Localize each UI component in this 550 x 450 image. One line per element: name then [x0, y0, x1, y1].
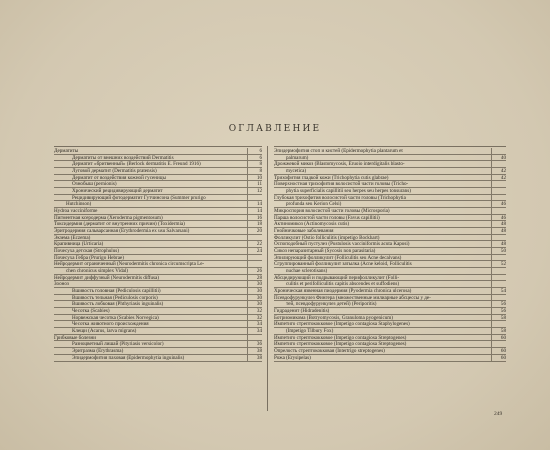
toc-entry: [274, 341, 506, 348]
toc-entry: [54, 221, 262, 228]
toc-entry-title: Микроспория волосистой части головы (Microsporia): [274, 208, 390, 214]
toc-entry-page: 42: [491, 168, 506, 174]
toc-entry-page: 6: [247, 148, 262, 154]
toc-entry-title: chen chronicus simplex Vidal): [66, 268, 128, 274]
toc-entry: [54, 241, 262, 248]
toc-entry-page: [491, 181, 506, 187]
toc-entry-title: Глубокая трихофития волосистой части головы (Trichophytia: [274, 194, 406, 201]
toc-entry-title: Чесотка животного происхождения: [72, 321, 149, 328]
toc-entry: [54, 321, 262, 328]
toc-entry: [274, 181, 506, 188]
toc-entry-title: Абсцедирующий и подрывающий перифолликулит (Folli-: [274, 274, 400, 281]
toc-entry: [274, 275, 506, 282]
toc-entry-title: Экзема (Eczema): [54, 234, 91, 241]
toc-entry-page: [491, 161, 506, 167]
toc-entry-title: (Impetigo Tilbury Fox): [286, 328, 334, 334]
toc-entry-page: 32: [247, 315, 262, 321]
toc-entry: [54, 248, 262, 255]
toc-entry: [274, 168, 506, 175]
toc-entry: [274, 241, 506, 248]
toc-entry-title: Грибковые болезни: [54, 334, 97, 341]
toc-entry-page: [247, 235, 262, 241]
toc-entry-page: 54: [491, 288, 506, 294]
toc-entry-title: Парша волосистой части головы (Favus capillitii): [274, 214, 380, 221]
toc-entry-title: Дерматит от воздействия кожной гусеницы: [72, 174, 166, 181]
toc-entry-page: 6: [247, 155, 262, 161]
toc-entry: [274, 335, 506, 342]
table-top-rule-left: [54, 146, 262, 147]
toc-entry: [274, 148, 506, 155]
toc-entry-page: [491, 295, 506, 301]
toc-entry-title: Эпилирующий фолликулит (Folliculitis seu Acne decalvans): [274, 254, 402, 261]
toc-entry-page: [247, 255, 262, 261]
toc-entry-page: 10: [247, 175, 262, 181]
toc-column-left: [54, 148, 262, 362]
toc-entry: [54, 335, 262, 342]
toc-entry-page: 46: [491, 201, 506, 207]
toc-entry: [54, 195, 262, 202]
toc-entry: [54, 168, 262, 175]
toc-entry: [54, 188, 262, 195]
toc-entry: [274, 201, 506, 208]
toc-entry: [54, 348, 262, 355]
toc-entry-page: 32: [247, 308, 262, 314]
toc-entry: [274, 195, 506, 202]
toc-entry-title: Ботриомикома (Botryomycosis, Granuloma pyogenicum): [274, 314, 393, 321]
toc-entry-title: palmarum): [286, 154, 309, 161]
toc-entry-title: Нейродермит ограниченный (Neurodermitis chronica circumscripta Le-: [54, 261, 205, 268]
toc-entry: [54, 275, 262, 282]
toc-entry-page: 20: [247, 228, 262, 234]
toc-entry: [54, 148, 262, 155]
toc-entry-page: 38: [247, 348, 262, 354]
toc-entry: [274, 281, 506, 288]
toc-entry-title: Эритродермия сальварсанная (Erythrodermia ex usu Salvarsani): [54, 228, 190, 234]
toc-entry-page: 14: [247, 208, 262, 214]
toc-entry: [274, 328, 506, 335]
toc-entry-title: Дерматит «бритвенный» (Berlock dermatitis E. Freund 1916): [72, 161, 201, 168]
toc-entry-title: Дрожжевой микоз (Blastomycosis, Eruoio interdigitalis blasto-: [274, 161, 405, 168]
toc-entry: [54, 181, 262, 188]
toc-entry-title: Оспоподобный пустулез (Pustulosis vacciniformis acuta Kaposi): [274, 241, 410, 248]
toc-entry-page: [491, 281, 506, 287]
toc-entry-title: Эпидермофития паховая (Epidermophytia inguinalis): [72, 354, 185, 361]
toc-entry: [54, 315, 262, 322]
toc-entry: [54, 201, 262, 208]
toc-entry-page: 56: [491, 301, 506, 307]
column-divider: [267, 146, 268, 411]
toc-entry-title: Токсидермия (дерматит от внутренних причин) (Toxidermia): [54, 221, 185, 228]
table-top-rule-right: [274, 146, 506, 147]
toc-entry-page: 8: [247, 161, 262, 167]
toc-entry-title: Почесуха Гебра (Prurigo Hebrae): [54, 254, 124, 261]
toc-entry: [54, 281, 262, 288]
toc-entry-title: Дерматиты от внешних воздействий Dermatitis: [72, 154, 174, 161]
toc-entry-page: [491, 188, 506, 194]
toc-entry-page: [491, 275, 506, 281]
toc-entry-page: 12: [247, 188, 262, 194]
toc-entry-title: Импетиго стрептококковое (Impetigo contagiosa Streptogenes): [274, 334, 407, 341]
toc-entry-page: 38: [247, 355, 262, 361]
toc-entry-title: Импетиго стрептококковое (Impetigo contagiosa Staphylogenes): [274, 321, 410, 328]
toc-entry-title: Вшивость тельная (Pediculosis corporis): [72, 294, 158, 301]
toc-entry-title: Ознобыш (pernionis): [72, 181, 117, 188]
toc-entry-page: 48: [491, 221, 506, 227]
toc-entry-page: 16: [247, 215, 262, 221]
toc-entry-page: [491, 208, 506, 214]
toc-entry-title: Псевдофурункулез Фингера (множественные милиарные абсцессы у де-: [274, 294, 431, 301]
toc-entry: [274, 268, 506, 275]
toc-entry: [54, 301, 262, 308]
toc-entry-title: Трихофития гладкой кожи (Trichophytia cutis glabrae): [274, 174, 389, 181]
toc-entry: [54, 228, 262, 235]
toc-entry-page: 28: [247, 275, 262, 281]
toc-entry-page: 60: [491, 348, 506, 354]
toc-entry-title: Фолликулит (Ostio folliculitis (impetigo Bockhart): [274, 234, 380, 241]
toc-entry-title: Почесуха детская (Strophulus): [54, 248, 119, 254]
toc-entry: [274, 175, 506, 182]
toc-entry-page: 58: [491, 328, 506, 334]
toc-entry: [274, 308, 506, 315]
toc-entry: [274, 208, 506, 215]
toc-entry: [274, 188, 506, 195]
toc-entry-title: Hutchinson): [66, 201, 92, 208]
page-title: ОГЛАВЛЕНИЕ: [228, 124, 322, 134]
toc-entry-page: 52: [491, 261, 506, 267]
toc-entry-page: 50: [491, 248, 506, 254]
toc-entry: [274, 348, 506, 355]
toc-entry-page: [491, 195, 506, 201]
toc-entry: [274, 315, 506, 322]
toc-entry-page: 48: [491, 241, 506, 247]
toc-entry-title: тей, псевдофурункулез детей) (Periporitis): [286, 301, 377, 308]
toc-entry: [54, 208, 262, 215]
toc-entry-title: nuchae sclerotisans): [286, 268, 328, 274]
toc-entry: [274, 355, 506, 362]
toc-entry: [274, 221, 506, 228]
toc-entry: [54, 235, 262, 242]
toc-entry-page: 11: [247, 181, 262, 187]
toc-entry-page: 18: [247, 221, 262, 227]
toc-entry-title: Крапивница (Urticaria): [54, 241, 104, 248]
toc-entry-title: Рецидивирующий фотодерматит Гутчинсона (Summer prurigo: [72, 194, 206, 201]
toc-entry: [54, 355, 262, 362]
toc-entry: [54, 308, 262, 315]
toc-entry: [54, 161, 262, 168]
page-number: 249: [494, 411, 503, 417]
toc-entry-title: Сгруппированный фолликулит затылка (Acne keloid, Folliculitis: [274, 261, 412, 268]
toc-entry-title: Разноцветный лишай (Pityriasis versicolor): [72, 341, 164, 348]
toc-entry-page: [247, 261, 262, 267]
toc-entry-title: Опрелость стрептококковая (Intertrigo streptogenes): [274, 348, 385, 354]
toc-entry-title: Поверхностная трихофития волосистой части головы (Tricho-: [274, 181, 409, 188]
toc-entry: [274, 261, 506, 268]
toc-entry: [54, 268, 262, 275]
toc-column-right: [274, 148, 506, 362]
toc-entry: [274, 228, 506, 235]
toc-entry-title: Клещи (Acarus, larva migrans): [72, 328, 137, 334]
toc-entry-title: culitis et perifolliculitis capitis abscendes et suffodiens): [286, 281, 400, 288]
toc-entry-page: 58: [491, 315, 506, 321]
toc-entry-title: Зооноз: [54, 281, 69, 288]
toc-entry-title: Дерматиты: [54, 148, 79, 154]
toc-entry: [54, 175, 262, 182]
toc-entry-page: 8: [247, 168, 262, 174]
toc-entry: [54, 261, 262, 268]
toc-entry: [274, 161, 506, 168]
toc-entry-title: Хроническая язвенная пиодермия (Pyodermia chronica ulcerosa): [274, 288, 412, 294]
toc-entry: [274, 301, 506, 308]
toc-entry-page: [491, 268, 506, 274]
toc-entry: [274, 235, 506, 242]
toc-entry-title: Луговой дерматит (Dermatitis pratensis): [72, 168, 157, 174]
toc-entry-page: [491, 235, 506, 241]
toc-entry-page: 60: [491, 335, 506, 341]
toc-entry-page: 34: [247, 328, 262, 334]
toc-entry: [274, 248, 506, 255]
toc-entry-title: Пигментная ксеродерма (Xeroderma pigmentosum): [54, 214, 163, 221]
toc-entry-title: Рожа (Erysipelas): [274, 354, 311, 361]
toc-entry-page: [491, 341, 506, 347]
toc-entry: [274, 288, 506, 295]
toc-entry: [274, 215, 506, 222]
toc-entry-title: Вшивость лобковая (Phthyriasis inguinalis): [72, 301, 164, 308]
toc-entry-page: 48: [491, 228, 506, 234]
toc-entry: [54, 255, 262, 262]
toc-entry-page: 22: [247, 241, 262, 247]
toc-entry-title: Эпидермофития стоп и кистей (Epidermophytia plantarum et: [274, 148, 403, 154]
toc-entry-page: 14: [247, 201, 262, 207]
toc-entry-page: 46: [491, 215, 506, 221]
toc-entry-page: 60: [491, 355, 506, 361]
toc-entry-page: 30: [247, 301, 262, 307]
toc-entry-title: mycetica): [286, 168, 307, 174]
toc-entry-title: Норвежская чесотка (Scabies Norvegica): [72, 314, 159, 321]
toc-entry-page: 34: [247, 321, 262, 327]
toc-entry: [54, 328, 262, 335]
toc-entry-page: 36: [247, 341, 262, 347]
toc-entry-page: 56: [491, 308, 506, 314]
toc-entry-title: Hydroa vacciniforme: [54, 208, 98, 214]
toc-entry-title: profunda seu Kerion Celsi): [286, 201, 342, 208]
toc-entry-title: Чесотка (Scabies): [72, 308, 110, 314]
toc-entry-page: [491, 148, 506, 154]
toc-entry: [274, 295, 506, 302]
toc-entry-page: 30: [247, 295, 262, 301]
toc-entry: [54, 215, 262, 222]
toc-entry-page: [491, 255, 506, 261]
toc-entry-page: 24: [247, 248, 262, 254]
toc-entry-title: Нейродермит диффузный (Neurodermitis diffusa): [54, 274, 159, 281]
toc-entry-page: 42: [491, 175, 506, 181]
toc-entry-page: 26: [247, 268, 262, 274]
toc-entry-page: 40: [491, 155, 506, 161]
toc-entry-title: Актиномикоз (Actinomycosis cutis): [274, 221, 350, 228]
toc-entry: [54, 295, 262, 302]
toc-entry: [54, 288, 262, 295]
toc-entry: [54, 155, 262, 162]
toc-entry-title: phytia superficialis capillitii seu herpes seu herpes tonsurans): [286, 188, 411, 194]
toc-entry: [274, 321, 506, 328]
toc-entry: [54, 341, 262, 348]
toc-entry-title: Эритразма (Erythrasma): [72, 348, 124, 354]
toc-entry-title: Гидраденит (Hidradenitis): [274, 308, 330, 314]
toc-entry-page: 30: [247, 281, 262, 287]
toc-entry: [274, 255, 506, 262]
toc-entry-page: [491, 321, 506, 327]
toc-entry-title: Вшивость головная (Pediculosis capillitii): [72, 288, 161, 294]
toc-entry-title: Сикоз непаразитарный (Sycosis non parasitaria): [274, 248, 376, 254]
toc-entry: [274, 155, 506, 162]
toc-entry-page: [247, 335, 262, 341]
toc-entry-title: Хронический рецидивирующий дерматит: [72, 188, 163, 194]
toc-entry-title: Гнойничковые заболевания: [274, 228, 334, 234]
toc-entry-title: Импетиго стрептококковое (Impetigo contagiosa Streptogenes): [274, 341, 407, 348]
toc-entry-page: 30: [247, 288, 262, 294]
toc-entry-page: [247, 195, 262, 201]
